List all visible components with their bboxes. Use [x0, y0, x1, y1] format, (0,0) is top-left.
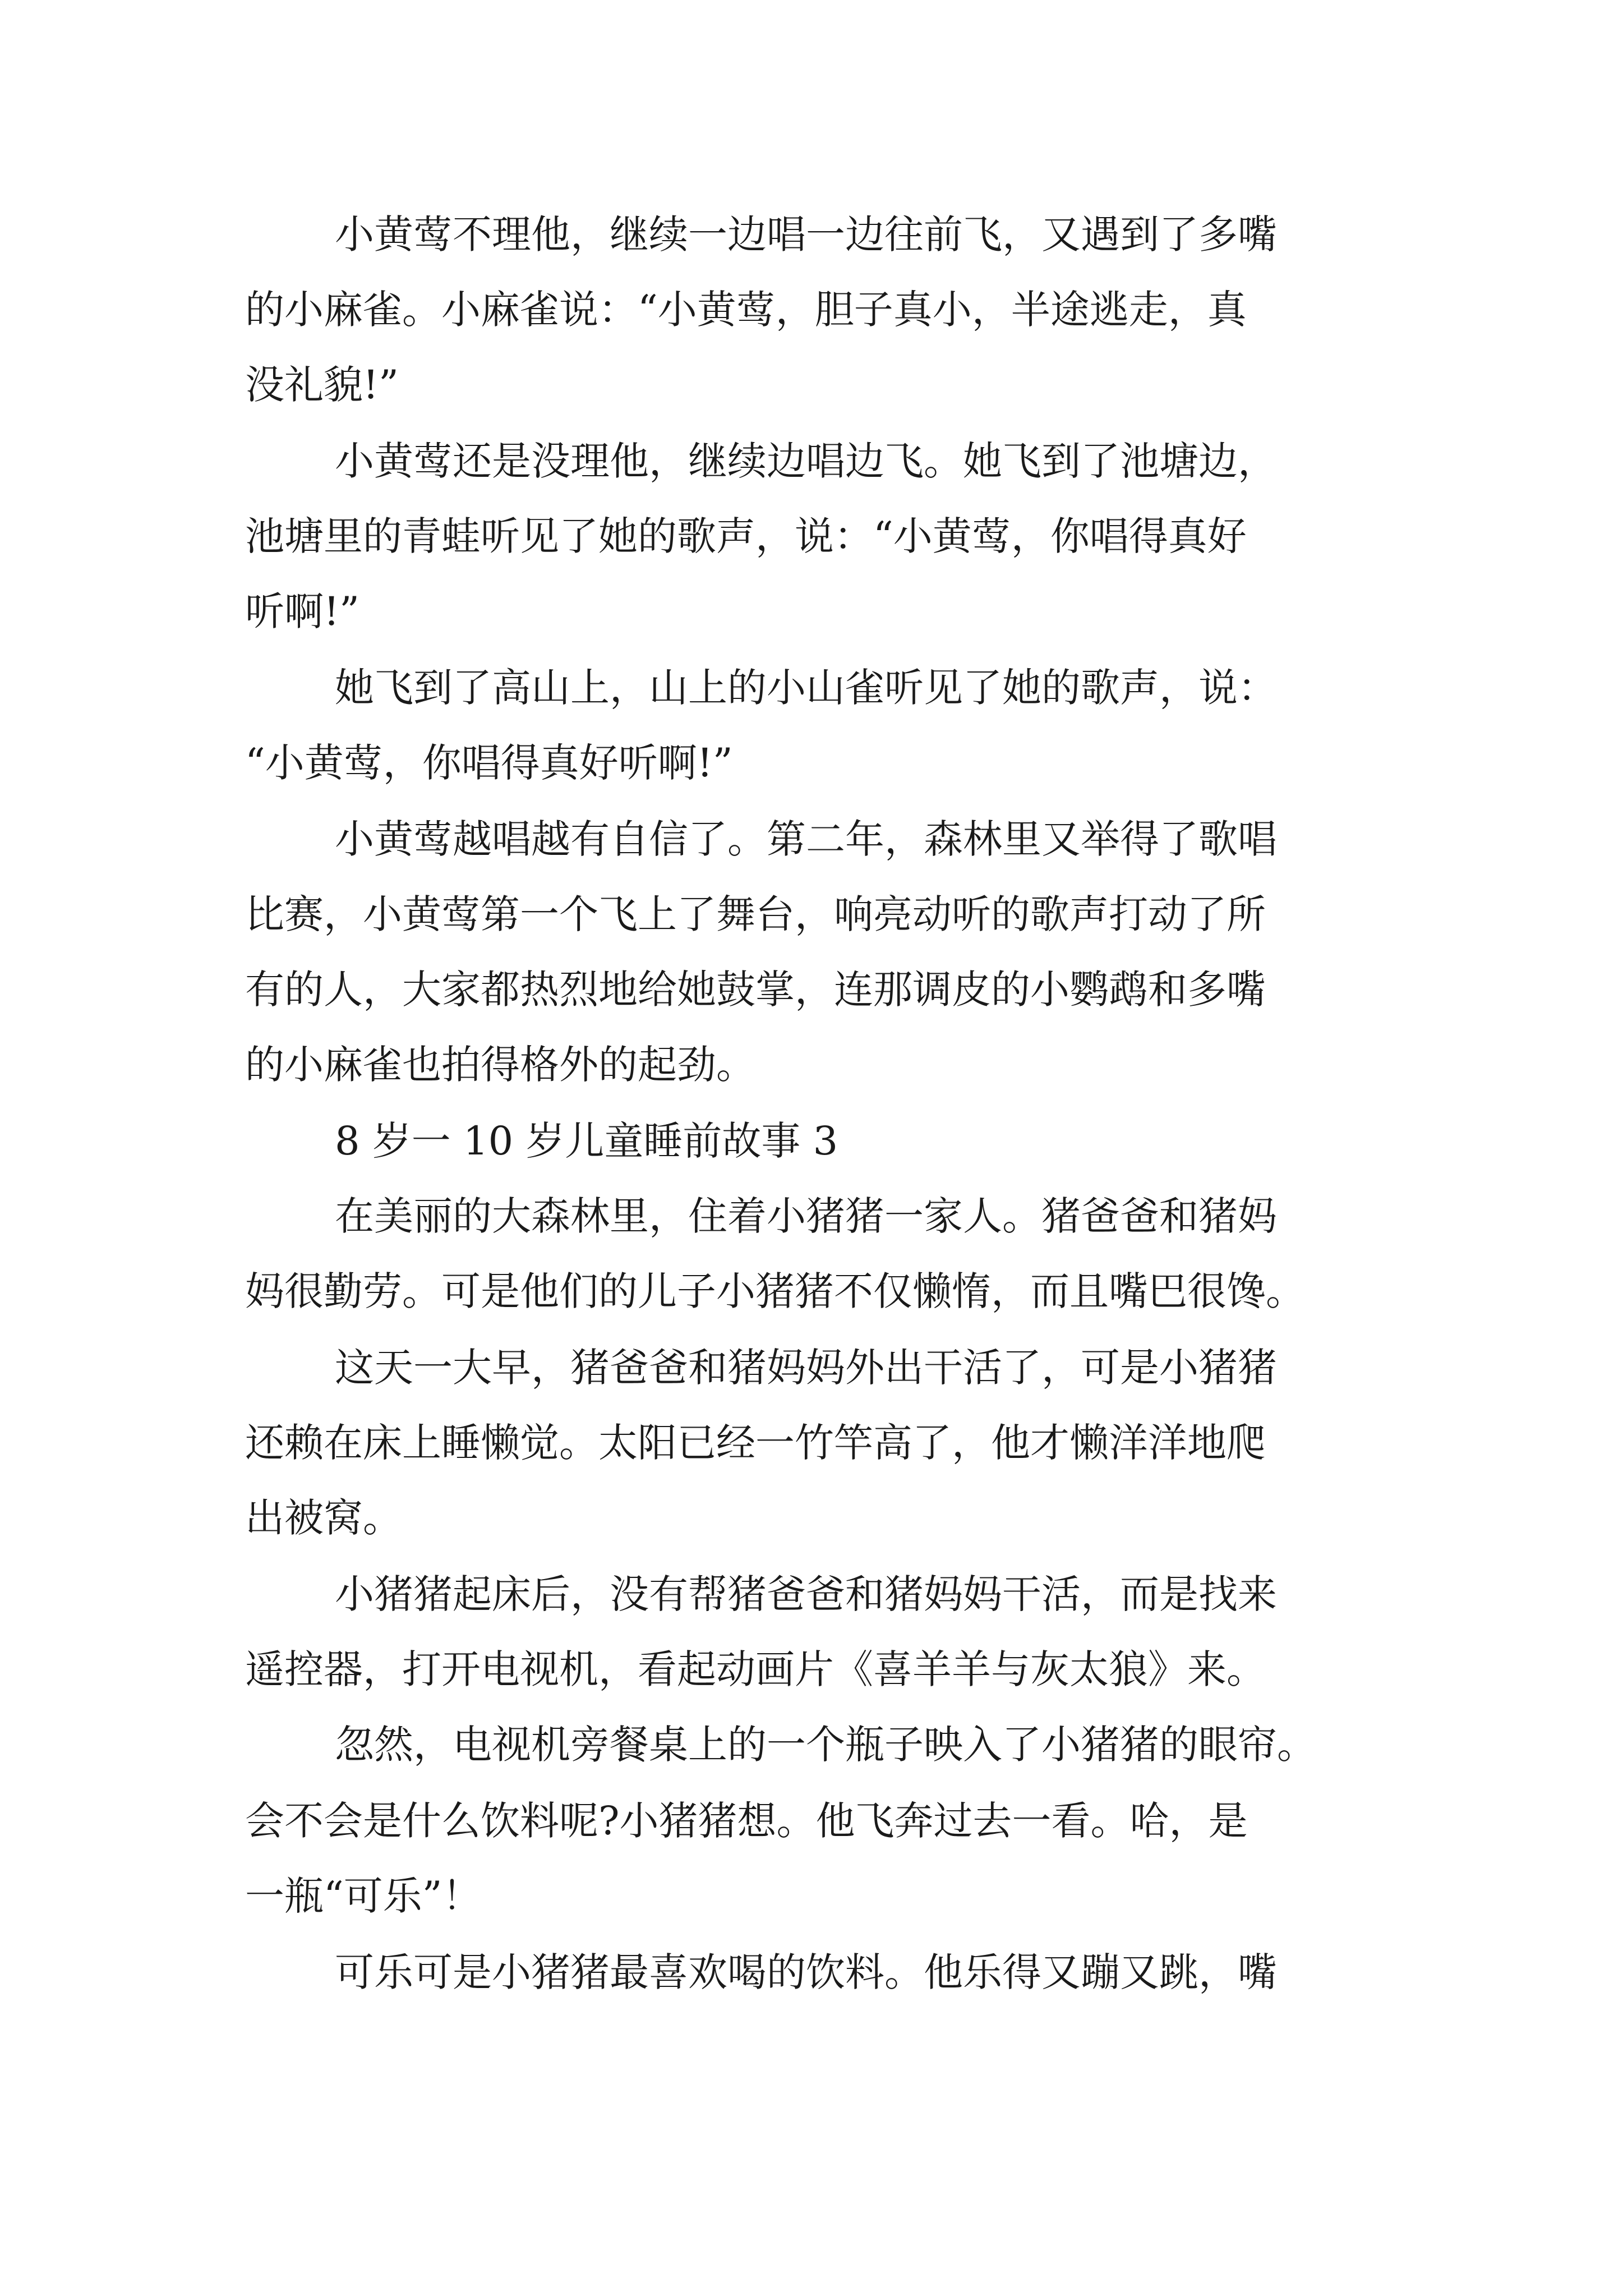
- text-line: 在美丽的大森林里，住着小猪猪一家人。猪爸爸和猪妈: [335, 1193, 1277, 1239]
- text-line: 遥控器，打开电视机，看起动画片《喜羊羊与灰太狼》来。: [245, 1646, 1266, 1692]
- text-line: 小黄莺还是没理他，继续边唱边飞。她飞到了池塘边，: [335, 438, 1277, 484]
- text-line: 可乐可是小猪猪最喜欢喝的饮料。他乐得又蹦又跳，嘴: [335, 1949, 1277, 1995]
- text-line: 的小麻雀。小麻雀说：“小黄莺，胆子真小，半途逃走，真: [245, 287, 1247, 333]
- text-line: 还赖在床上睡懒觉。太阳已经一竹竿高了，他才懒洋洋地爬: [245, 1420, 1266, 1466]
- text-line: 出被窝。: [245, 1495, 402, 1541]
- text-line: 有的人，大家都热烈地给她鼓掌，连那调皮的小鹦鹉和多嘴: [245, 967, 1266, 1013]
- text-line: 她飞到了高山上，山上的小山雀听见了她的歌声，说：: [335, 665, 1277, 711]
- section-heading: 8 岁一 10 岁儿童睡前故事 3: [335, 1118, 838, 1164]
- text-line: 小黄莺不理他，继续一边唱一边往前飞，又遇到了多嘴: [335, 211, 1277, 257]
- text-line: 小黄莺越唱越有自信了。第二年，森林里又举得了歌唱: [335, 816, 1277, 862]
- text-line: 的小麻雀也拍得格外的起劲。: [245, 1042, 755, 1088]
- text-line: 比赛，小黄莺第一个飞上了舞台，响亮动听的歌声打动了所: [245, 891, 1266, 937]
- text-line: “小黄莺，你唱得真好听啊!”: [245, 740, 733, 786]
- text-line: 这天一大早，猪爸爸和猪妈妈外出干活了，可是小猪猪: [335, 1345, 1277, 1391]
- text-line: 池塘里的青蛙听见了她的歌声，说：“小黄莺，你唱得真好: [245, 513, 1247, 559]
- text-line: 小猪猪起床后，没有帮猪爸爸和猪妈妈干活，而是找来: [335, 1571, 1277, 1617]
- text-line: 会不会是什么饮料呢?小猪猪想。他飞奔过去一看。哈，是: [245, 1798, 1248, 1844]
- text-line: 妈很勤劳。可是他们的儿子小猪猪不仅懒惰，而且嘴巴很馋。: [245, 1268, 1305, 1314]
- text-line: 忽然，电视机旁餐桌上的一个瓶子映入了小猪猪的眼帘。: [335, 1722, 1316, 1768]
- text-line: 听啊!”: [245, 588, 359, 634]
- text-line: 一瓶“可乐”！: [245, 1873, 482, 1919]
- text-line: 没礼貌!”: [245, 362, 399, 408]
